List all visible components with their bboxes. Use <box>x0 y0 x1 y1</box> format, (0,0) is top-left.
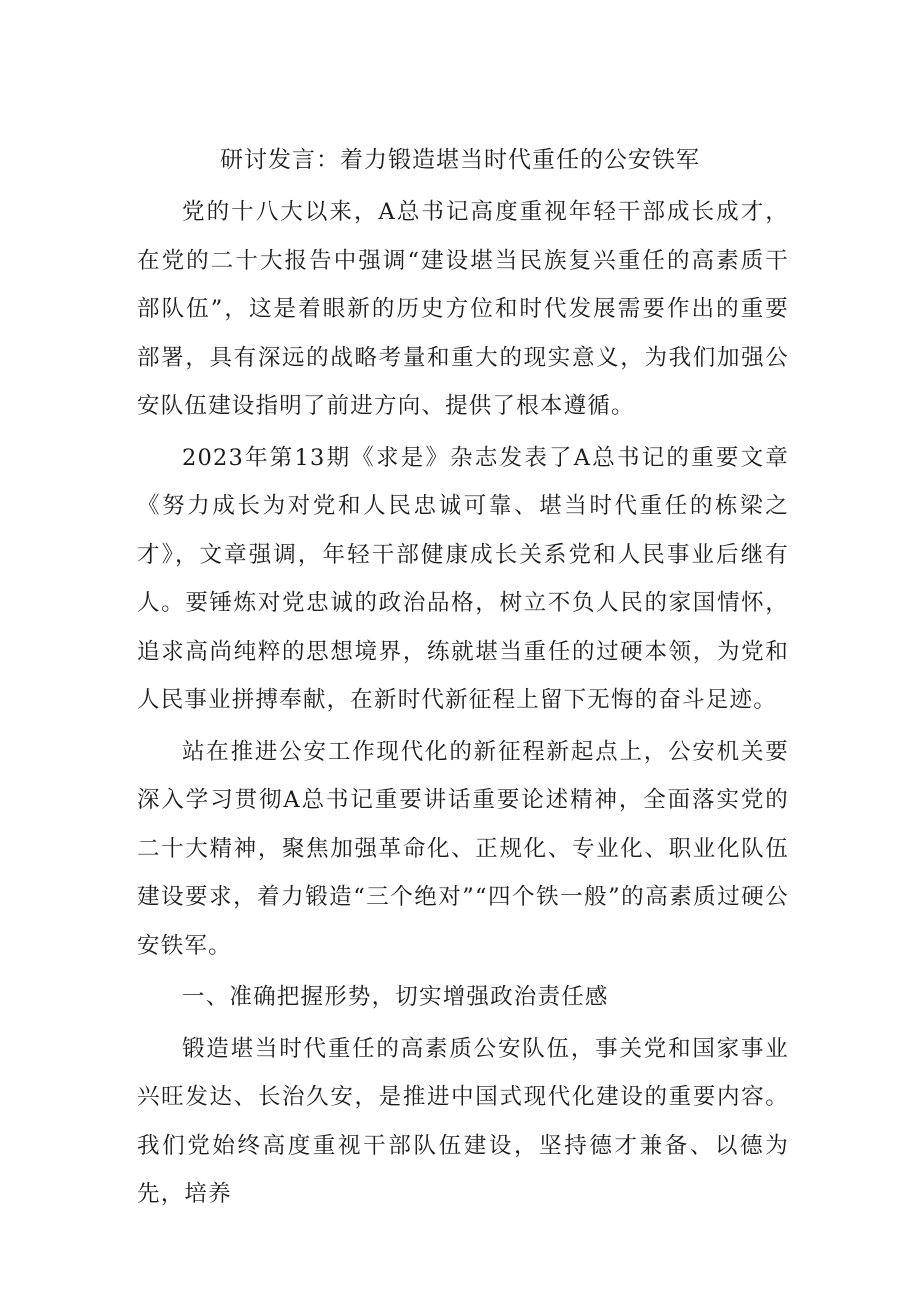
document-title: 研讨发言：着力锻造堪当时代重任的公安铁军 <box>220 147 700 173</box>
section-heading-1: 一、准确把握形势，切实增强政治责任感 <box>182 984 609 1010</box>
paragraph-intro: 党的十八大以来，A总书记高度重视年轻干部成长成才，在党的二十大报告中强调“建设堪当民族复兴重任的高素质干部队伍”，这是着眼新的历史方位和时代发展需要作出的重要部署，具有深远的战略考量和重大的现实意义，为我们加强公安队伍建设指明了前进方向、提供了根本遵循。 <box>137 199 789 419</box>
paragraph-qiushi-article: 2023年第13期《求是》杂志发表了A总书记的重要文章《努力成长为对党和人民忠诚可靠、堪当时代重任的栋梁之才》，文章强调，年轻干部健康成长关系党和人民事业后继有人。要锤炼对党忠诚的政治品格，树立不负人民的家国情怀，追求高尚纯粹的思想境界，练就堪当重任的过硬本领，为党和人民事业拼搏奉献，在新时代新征程上留下无悔的奋斗足迹。 <box>137 444 789 713</box>
document-body <box>137 188 789 1222</box>
paragraph-section-1: 锻造堪当时代重任的高素质公安队伍，事关党和国家事业兴旺发达、长治久安，是推进中国式现代化建设的重要内容。我们党始终高度重视干部队伍建设，坚持德才兼备、以德为先，培养 <box>137 1035 789 1207</box>
paragraph-new-journey: 站在推进公安工作现代化的新征程新起点上，公安机关要深入学习贯彻A总书记重要讲话重要论述精神，全面落实党的二十大精神，聚焦加强革命化、正规化、专业化、职业化队伍建设要求，着力锻造“三个绝对”“四个铁一般”的高素质过硬公安铁军。 <box>137 738 789 959</box>
